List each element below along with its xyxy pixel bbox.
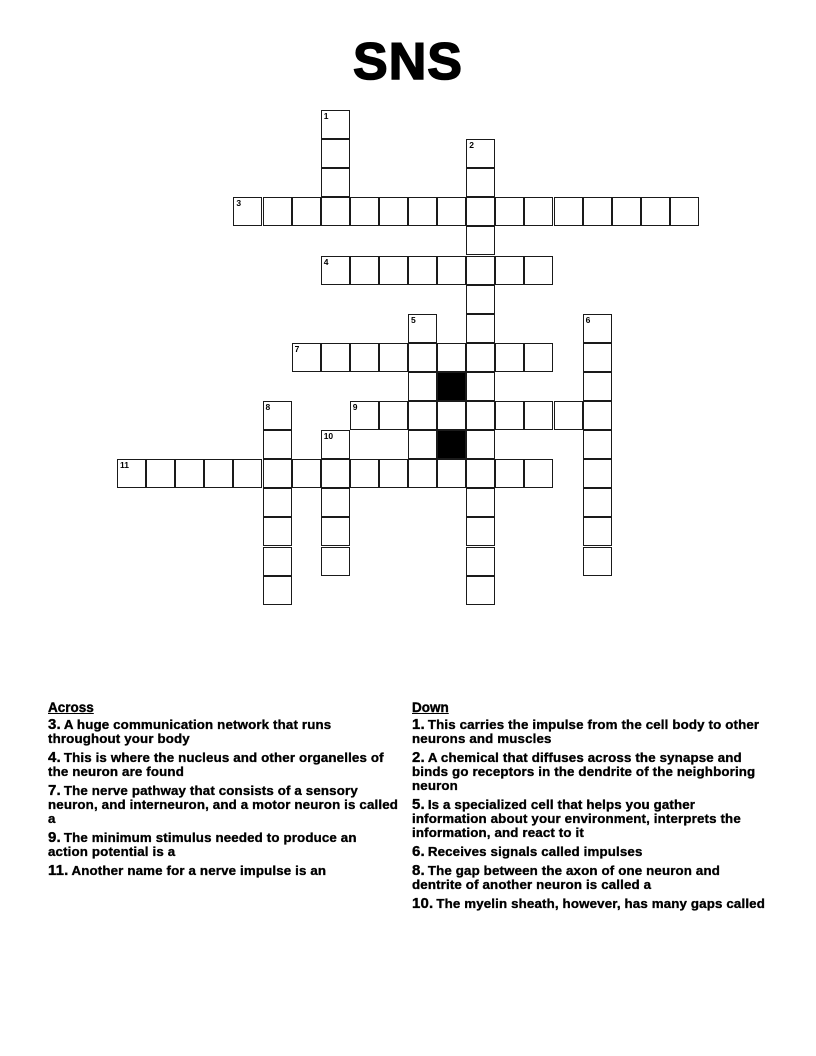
grid-cell[interactable]: [495, 256, 524, 285]
clue-number: 5.: [412, 796, 425, 813]
grid-cell[interactable]: [321, 488, 350, 517]
grid-cell[interactable]: [466, 430, 495, 459]
clue-across-7: [48, 784, 398, 826]
clue-down-2: [412, 751, 772, 793]
cell-number: 10: [323, 431, 334, 442]
clue-number: 9.: [48, 829, 61, 846]
grid-cell[interactable]: [408, 401, 437, 430]
across-heading: Across: [48, 700, 94, 715]
clue-down-10: [412, 897, 772, 911]
grid-cell[interactable]: [466, 401, 495, 430]
clue-text: Receives signals called impulses: [427, 844, 643, 859]
grid-cell[interactable]: [321, 430, 350, 459]
grid-cell[interactable]: [263, 401, 292, 430]
grid-cell[interactable]: [321, 517, 350, 546]
clue-text: Another name for a nerve impulse is an: [71, 863, 327, 878]
grid-cell[interactable]: [233, 197, 262, 226]
grid-cell[interactable]: [524, 459, 553, 488]
grid-cell[interactable]: [583, 517, 612, 546]
clue-text: This carries the impulse from the cell body to other neurons and muscles: [412, 717, 760, 746]
clue-text: The minimum stimulus needed to produce an action potential is a: [48, 830, 357, 859]
grid-cell[interactable]: [554, 197, 583, 226]
grid-cell[interactable]: [466, 372, 495, 401]
grid-cell[interactable]: [350, 256, 379, 285]
cell-number: 9: [352, 402, 358, 412]
grid-cell[interactable]: [263, 430, 292, 459]
down-heading: Down: [412, 700, 449, 715]
grid-cell[interactable]: [263, 517, 292, 546]
grid-cell[interactable]: [495, 343, 524, 372]
clue-number: 10.: [412, 895, 434, 912]
grid-cell[interactable]: [379, 459, 408, 488]
grid-cell[interactable]: [583, 314, 612, 343]
cell-number: 8: [265, 402, 271, 412]
grid-cell[interactable]: [670, 197, 699, 226]
grid-cell[interactable]: [466, 488, 495, 517]
grid-cell[interactable]: [437, 343, 466, 372]
cell-number: 5: [411, 314, 416, 325]
grid-cell[interactable]: [263, 459, 292, 488]
cell-number: 4: [323, 256, 329, 267]
puzzle-title: SNS: [353, 33, 463, 91]
grid-cell[interactable]: [292, 197, 321, 226]
grid-cell[interactable]: [263, 197, 292, 226]
clue-text: The myelin sheath, however, has many gaps called: [436, 896, 765, 911]
clue-text: This is where the nucleus and other organelles of the neuron are found: [48, 750, 384, 779]
clue-number: 6.: [412, 843, 425, 860]
grid-cell[interactable]: [321, 343, 350, 372]
grid-cell[interactable]: [321, 110, 350, 139]
grid-cell[interactable]: [466, 343, 495, 372]
grid-cell[interactable]: [437, 256, 466, 285]
grid-cell[interactable]: [408, 314, 437, 343]
grid-cell[interactable]: [583, 488, 612, 517]
grid-cell[interactable]: [583, 547, 612, 576]
clue-text: Is a specialized cell that helps you gather information about your environment, interprets the information, and react to it: [412, 797, 741, 840]
grid-cell[interactable]: [379, 401, 408, 430]
black-cell: [437, 430, 466, 459]
grid-cell[interactable]: [233, 459, 262, 488]
down-clues: [412, 700, 772, 916]
grid-cell[interactable]: [321, 256, 350, 285]
grid-cell[interactable]: [466, 576, 495, 605]
grid-cell[interactable]: [466, 139, 495, 168]
clue-number: 2.: [412, 749, 425, 766]
clue-number: 4.: [48, 749, 61, 766]
grid-cell[interactable]: [524, 401, 553, 430]
clue-down-8: [412, 864, 772, 892]
grid-cell[interactable]: [495, 197, 524, 226]
grid-cell[interactable]: [263, 547, 292, 576]
clue-number: 7.: [48, 782, 61, 799]
grid-cell[interactable]: [321, 168, 350, 197]
grid-cell[interactable]: [466, 197, 495, 226]
grid-cell[interactable]: [437, 401, 466, 430]
grid-cell[interactable]: [466, 547, 495, 576]
clue-across-11: [48, 864, 398, 878]
grid-cell[interactable]: [204, 459, 233, 488]
grid-cell[interactable]: [466, 314, 495, 343]
clue-text: A chemical that diffuses across the synapse and binds go receptors in the dendrite of the neighboring neuron: [412, 750, 756, 793]
grid-cell[interactable]: [379, 256, 408, 285]
grid-cell[interactable]: [408, 343, 437, 372]
grid-cell[interactable]: [146, 459, 175, 488]
grid-cell[interactable]: [263, 576, 292, 605]
grid-cell[interactable]: [117, 459, 146, 488]
clue-text: A huge communication network that runs throughout your body: [48, 717, 332, 746]
grid-cell[interactable]: [321, 139, 350, 168]
grid-cell[interactable]: [321, 459, 350, 488]
grid-cell[interactable]: [408, 372, 437, 401]
grid-cell[interactable]: [263, 488, 292, 517]
grid-cell[interactable]: [408, 430, 437, 459]
grid-cell[interactable]: [350, 197, 379, 226]
grid-cell[interactable]: [408, 459, 437, 488]
grid-cell[interactable]: [466, 226, 495, 255]
grid-cell[interactable]: [379, 343, 408, 372]
grid-cell[interactable]: [437, 197, 466, 226]
clue-across-3: [48, 718, 398, 746]
across-clues: [48, 700, 398, 883]
cell-number: 7: [294, 343, 300, 354]
grid-cell[interactable]: [583, 372, 612, 401]
grid-cell[interactable]: [466, 256, 495, 285]
clue-number: 11.: [48, 862, 69, 879]
clue-text: The nerve pathway that consists of a sensory neuron, and interneuron, and a motor neuron is called a: [48, 783, 399, 826]
grid-cell[interactable]: [583, 459, 612, 488]
cell-number: 3: [236, 198, 242, 209]
clue-number: 3.: [48, 716, 61, 733]
grid-cell[interactable]: [583, 430, 612, 459]
cell-number: 11: [120, 460, 129, 471]
grid-cell[interactable]: [524, 343, 553, 372]
clue-across-4: [48, 751, 398, 779]
clue-down-6: [412, 845, 772, 859]
cell-number: 1: [323, 111, 329, 121]
grid-cell[interactable]: [466, 168, 495, 197]
grid-cell[interactable]: [350, 459, 379, 488]
grid-cell[interactable]: [466, 517, 495, 546]
grid-cell[interactable]: [583, 197, 612, 226]
grid-cell[interactable]: [524, 256, 553, 285]
clue-down-1: [412, 718, 772, 746]
grid-cell[interactable]: [437, 459, 466, 488]
grid-cell[interactable]: [495, 401, 524, 430]
grid-cell[interactable]: [583, 343, 612, 372]
grid-cell[interactable]: [495, 459, 524, 488]
grid-cell[interactable]: [321, 197, 350, 226]
grid-cell[interactable]: [466, 285, 495, 314]
grid-cell[interactable]: [408, 256, 437, 285]
grid-cell[interactable]: [408, 197, 437, 226]
grid-cell[interactable]: [350, 401, 379, 430]
grid-cell[interactable]: [350, 343, 379, 372]
grid-cell[interactable]: [175, 459, 204, 488]
grid-cell[interactable]: [554, 401, 583, 430]
clue-number: 1.: [412, 716, 425, 733]
grid-cell[interactable]: [612, 197, 641, 226]
grid-cell[interactable]: [321, 547, 350, 576]
grid-cell[interactable]: [292, 459, 321, 488]
clue-text: The gap between the axon of one neuron and dentrite of another neuron is called a: [412, 863, 721, 892]
grid-cell[interactable]: [292, 343, 321, 372]
grid-cell[interactable]: [524, 197, 553, 226]
clue-number: 8.: [412, 862, 425, 879]
clue-down-5: [412, 798, 772, 840]
cell-number: 2: [469, 140, 474, 151]
grid-cell[interactable]: [379, 197, 408, 226]
grid-cell[interactable]: [466, 459, 495, 488]
grid-cell[interactable]: [583, 401, 612, 430]
cell-number: 6: [585, 314, 591, 325]
grid-cell[interactable]: [641, 197, 670, 226]
clue-across-9: [48, 831, 398, 859]
black-cell: [437, 372, 466, 401]
